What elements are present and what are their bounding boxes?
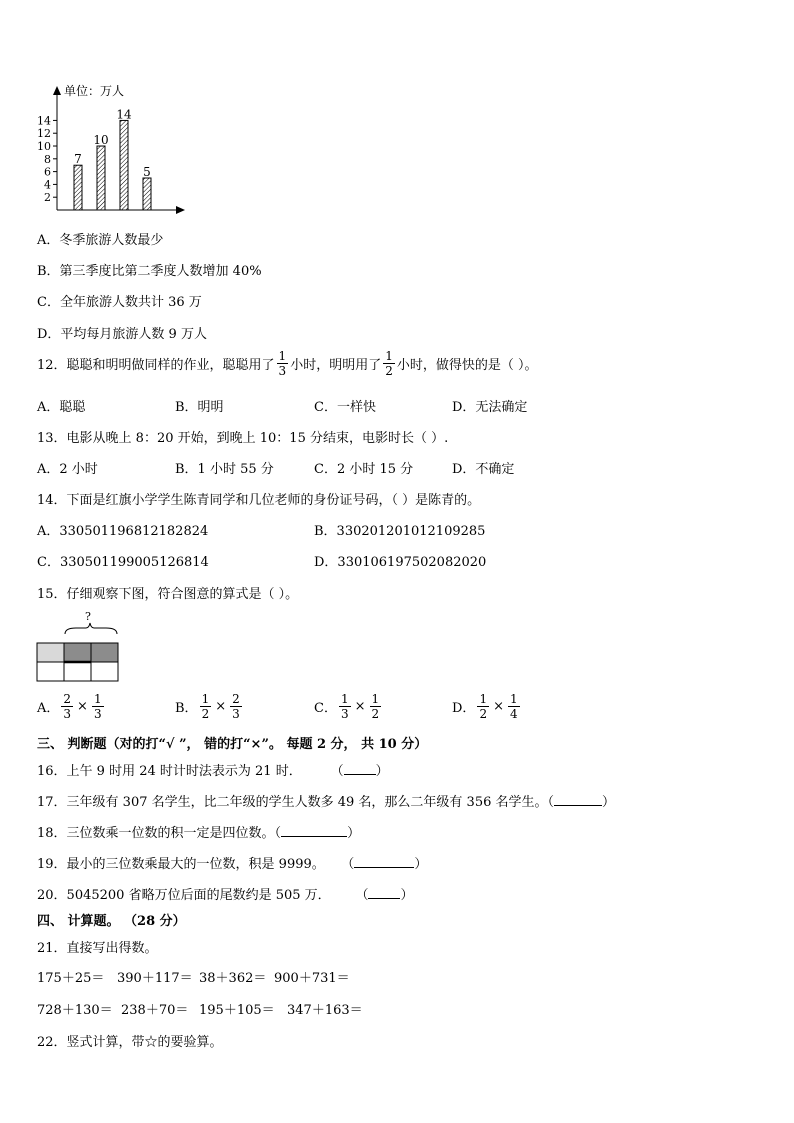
bar-data-label: 14	[116, 107, 132, 122]
q12-option-d: D．无法确定	[452, 400, 528, 415]
section-3-heading: 三、 判断题（对的打“√ ”， 错的打“×”。 每题 2 分， 共 10 分）	[37, 737, 428, 752]
figure-brace	[65, 623, 117, 634]
calc-item: 390＋117＝	[117, 971, 193, 986]
q18: 18．三位数乘一位数的积一定是四位数。（ ）	[37, 826, 361, 841]
y-tick-label: 2	[44, 191, 51, 205]
q22: 22．竖式计算，带☆的要验算。	[37, 1035, 223, 1050]
answer-blank[interactable]	[354, 855, 414, 868]
q13-option-d: D．不确定	[452, 462, 515, 477]
fraction: $\frac{2}{3}$	[232, 692, 240, 721]
q20: 20．5045200 省略万位后面的尾数约是 505 万． （ ）	[37, 888, 414, 903]
figure-question-mark: ?	[85, 610, 91, 623]
bar-data-label: 5	[143, 165, 151, 180]
calc-item: 347＋163＝	[287, 1003, 363, 1018]
y-tick-label: 14	[37, 114, 51, 128]
q14-option-a: A．330501196812182824	[37, 524, 209, 539]
grid-cell	[64, 643, 91, 662]
fraction: $\frac{1}{4}$	[509, 692, 518, 721]
calc-item: 238＋70＝	[121, 1003, 189, 1018]
q12-option-b: B．明明	[175, 400, 224, 415]
y-tick-label: 8	[44, 152, 51, 166]
fraction: $\frac{1}{2}$	[385, 349, 393, 378]
q15-option-b: B． $\frac{1}{2}$ × $\frac{2}{3}$	[175, 692, 240, 721]
y-axis-arrow	[53, 86, 61, 95]
q12-option-c: C．一样快	[314, 400, 376, 415]
q15-question: 15．仔细观察下图，符合图意的算式是（ ）。	[37, 587, 299, 602]
fraction: $\frac{1}{3}$	[278, 349, 287, 378]
fraction: $\frac{1}{3}$	[340, 692, 349, 721]
grid-cell	[91, 643, 118, 662]
y-tick-label: 6	[44, 165, 51, 179]
q11-option-c: C．全年旅游人数共计 36 万	[37, 295, 202, 310]
answer-blank[interactable]	[554, 793, 602, 806]
q15-option-c: C． $\frac{1}{3}$ × $\frac{1}{2}$	[314, 692, 380, 721]
q13-option-a: A．2 小时	[37, 462, 98, 477]
q19: 19．最小的三位数乘最大的一位数，积是 9999。 （ ）	[37, 857, 428, 872]
bar-chart	[20, 82, 200, 222]
q15-grid-figure	[36, 606, 122, 684]
calc-item: 900＋731＝	[274, 971, 350, 986]
fraction: $\frac{1}{2}$	[201, 692, 210, 721]
bar-data-label: 10	[93, 133, 109, 148]
q14-option-b: B．330201201012109285	[314, 524, 486, 539]
calc-item: 195＋105＝	[199, 1003, 275, 1018]
q21-row-2	[37, 999, 367, 1018]
q12-question: 12．聪聪和明明做同样的作业，聪聪用了 $\frac{1}{3}$ 小时，明明用了 $\frac{1}{2}$ 小时，做得快的是（ ）。	[37, 349, 538, 378]
section-4-heading: 四、 计算题。 （28 分）	[37, 914, 186, 929]
answer-blank[interactable]	[344, 762, 376, 775]
q21: 21．直接写出得数。	[37, 941, 158, 956]
fraction: $\frac{2}{3}$	[63, 692, 72, 721]
chart-unit-label: 单位：万人	[64, 84, 125, 98]
grid-cell	[64, 662, 91, 681]
bar	[74, 165, 82, 210]
q14-option-c: C．330501199005126814	[37, 555, 209, 570]
calc-item: 38＋362＝	[199, 971, 267, 986]
q14-question: 14．下面是红旗小学学生陈青同学和几位老师的身份证号码，（ ）是陈青的。	[37, 493, 481, 508]
bar	[97, 146, 105, 210]
grid-cell	[91, 662, 118, 681]
y-tick-label: 10	[37, 140, 51, 154]
q12-option-a: A．聪聪	[37, 400, 86, 415]
q17: 17．三年级有 307 名学生，比二年级的学生人数多 49 名，那么二年级有 356 名学生。（ ）	[37, 795, 616, 810]
q15-option-d: D． $\frac{1}{2}$ × $\frac{1}{4}$	[452, 692, 518, 721]
y-tick-label: 12	[37, 127, 51, 141]
q21-row-1	[37, 967, 354, 986]
calc-item: 175＋25＝	[37, 971, 105, 986]
y-tick-label: 4	[44, 178, 51, 192]
answer-blank[interactable]	[281, 824, 347, 837]
q11-option-a: A．冬季旅游人数最少	[37, 233, 164, 248]
q11-option-b: B．第三季度比第二季度人数增加 40%	[37, 264, 262, 279]
q13-option-c: C．2 小时 15 分	[314, 462, 414, 477]
x-axis-arrow	[176, 206, 185, 214]
grid-cell	[37, 662, 64, 681]
bar	[120, 120, 128, 210]
q14-option-d: D．330106197502082020	[314, 555, 487, 570]
fraction: $\frac{1}{3}$	[93, 692, 102, 721]
fraction: $\frac{1}{2}$	[479, 692, 488, 721]
calc-item: 728＋130＝	[37, 1003, 113, 1018]
bar	[143, 178, 151, 210]
answer-blank[interactable]	[368, 886, 400, 899]
q13-question: 13．电影从晚上 8：20 开始，到晚上 10：15 分结束，电影时长（ ）.	[37, 431, 449, 446]
q11-option-d: D．平均每月旅游人数 9 万人	[37, 327, 207, 342]
q15-option-a: A． $\frac{2}{3}$ × $\frac{1}{3}$	[37, 692, 102, 721]
grid-cell	[37, 643, 64, 662]
q13-option-b: B．1 小时 55 分	[175, 462, 274, 477]
q16: 16．上午 9 时用 24 时计时法表示为 21 时． （ ）	[37, 764, 389, 779]
fraction: $\frac{1}{2}$	[371, 692, 380, 721]
bar-data-label: 7	[74, 152, 82, 167]
